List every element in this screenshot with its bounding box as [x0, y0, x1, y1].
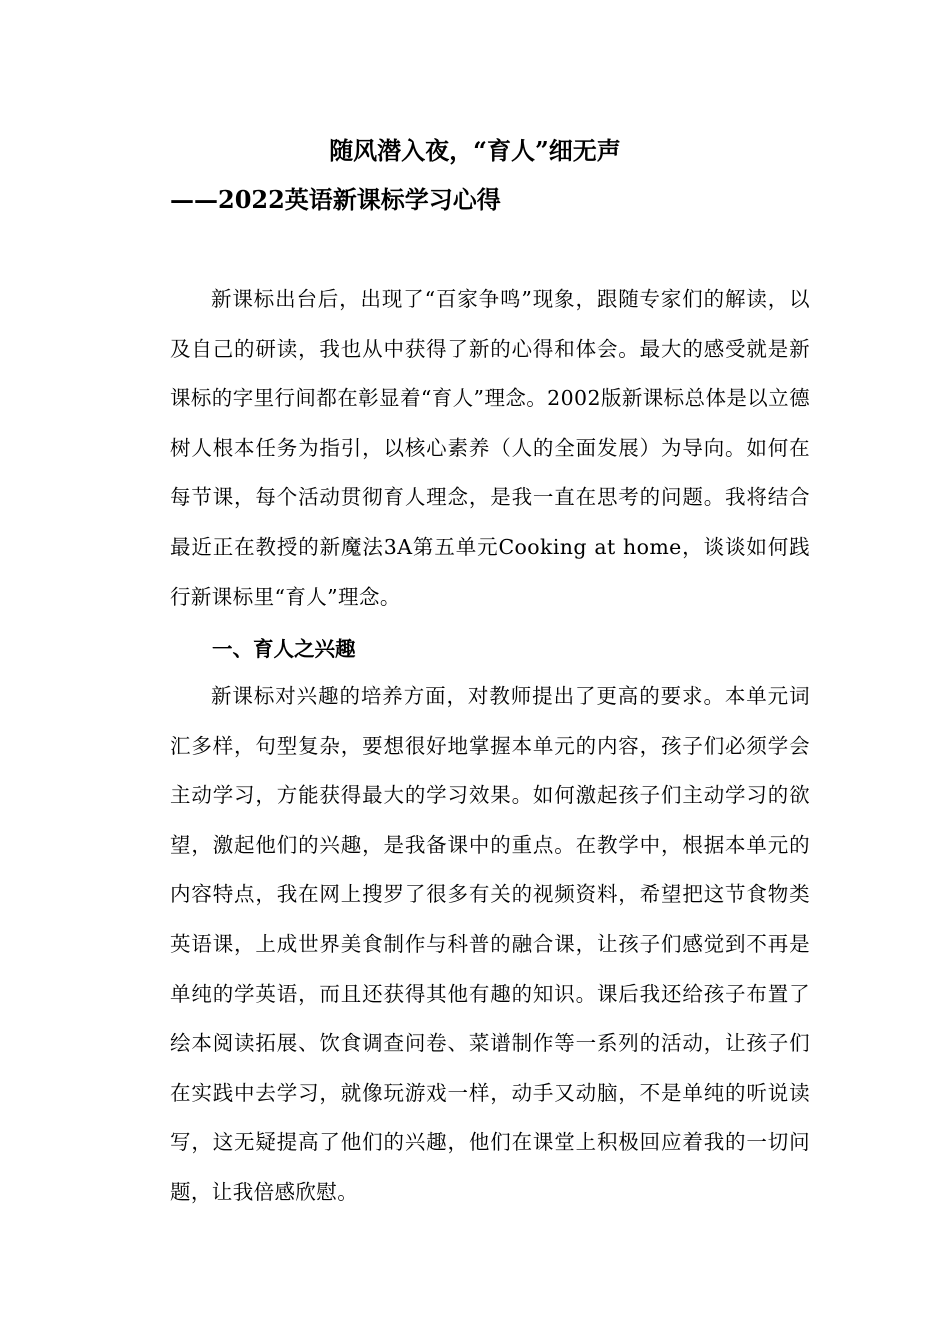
document-title: 随风潜入夜，“育人”细无声 [329, 136, 621, 165]
document-subtitle: ——2022英语新课标学习心得 [170, 185, 501, 214]
paragraph-interest: 新课标对兴趣的培养方面，对教师提出了更高的要求。本单元词汇多样，句型复杂，要想很好地掌握本单元的内容，孩子们必须学会主动学习，方能获得最大的学习效果。如何激起孩子们主动学习的欲望，激起他们的兴趣，是我备课中的重点。在教学中，根据本单元的内容特点，我在网上搜罗了很多有关的视频资料，希望把这节食物类英语课，上成世界美食制作与科普的融合课，让孩子们感觉到不再是单纯的学英语，而且还获得其他有趣的知识。课后我还给孩子布置了绘本阅读拓展、饮食调查问卷、菜谱制作等一系列的活动，让孩子们在实践中去学习，就像玩游戏一样，动手又动脑，不是单纯的听说读写，这无疑提高了他们的兴趣，他们在课堂上积极回应着我的一切问题，让我倍感欣慰。 [170, 684, 810, 1204]
section-heading: 一、育人之兴趣 [212, 637, 356, 661]
paragraph-intro: 新课标出台后，出现了“百家争鸣”现象，跟随专家们的解读，以及自己的研读，我也从中获得了新的心得和体会。最大的感受就是新课标的字里行间都在彰显着“育人”理念。2002版新课标总体是以立德树人根本任务为指引，以核心素养（人的全面发展）为导向。如何在每节课，每个活动贯彻育人理念，是我一直在思考的问题。我将结合最近正在教授的新魔法3A第五单元Cooking at home，谈谈如何践行新课标里“育人”理念。 [170, 287, 810, 609]
